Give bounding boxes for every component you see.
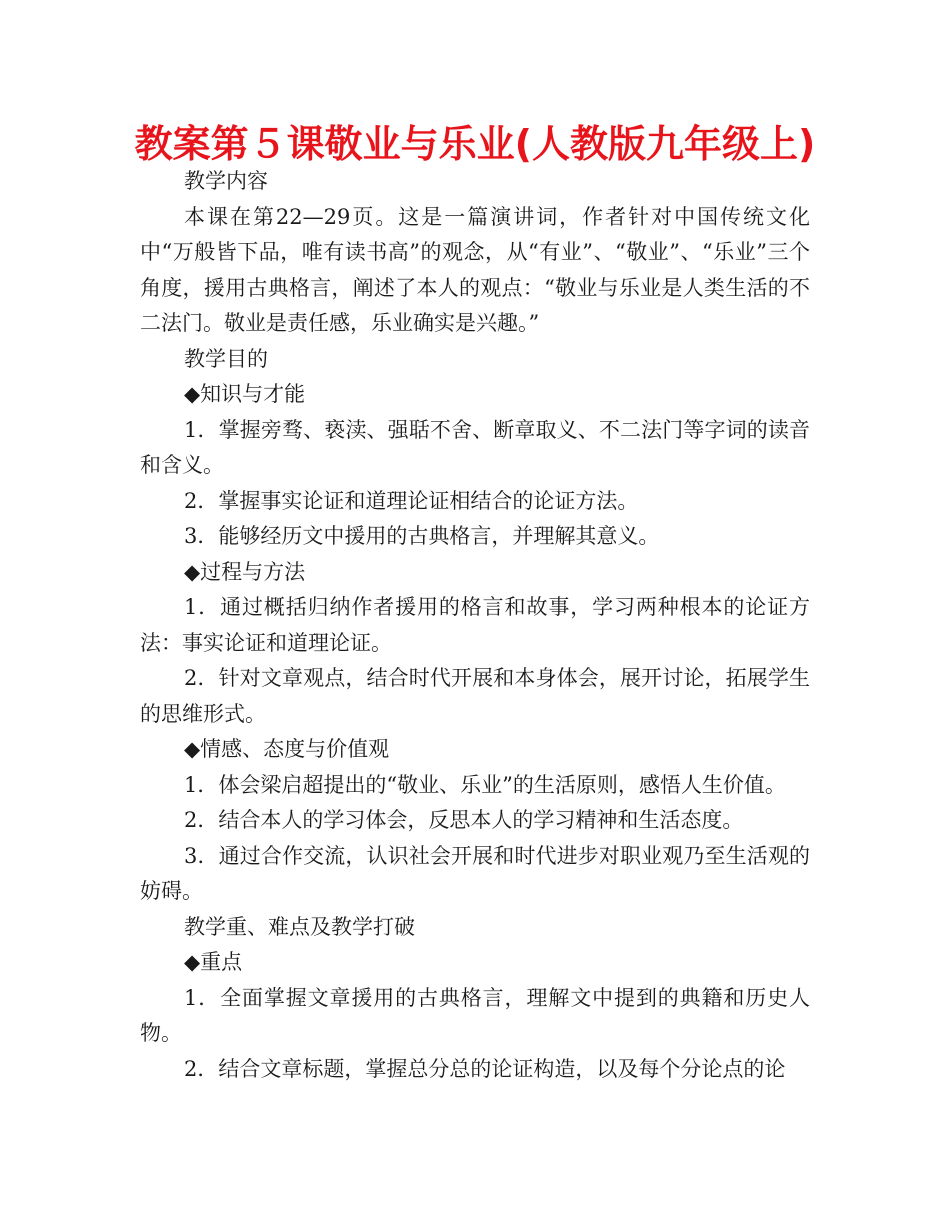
paragraph: ◆过程与方法 bbox=[184, 559, 306, 584]
paragraph: ◆重点 bbox=[184, 950, 243, 974]
paragraph: 1．体会梁启超提出的“敬业、乐业”的生活原则，感悟人生价值。 bbox=[184, 772, 786, 797]
paragraph: 教学重、难点及教学打破 bbox=[184, 914, 415, 939]
paragraph: ◆情感、态度与价值观 bbox=[184, 737, 390, 761]
paragraph: 教学目的 bbox=[184, 346, 268, 371]
document-body bbox=[140, 164, 810, 1087]
paragraph: 本课在第22—29页。这是一篇演讲词，作者针对中国传统文化中“万般皆下品，唯有读书高”的观念，从“有业”、“敬业”、“乐业”三个角度，援用古典格言，阐述了本人的观点：“敬业与乐业是人类生活的不二法门。敬业是责任感，乐业确实是兴趣。” bbox=[140, 204, 810, 335]
paragraph: 2．结合文章标题，掌握总分总的论证构造，以及每个分论点的论 bbox=[184, 1056, 786, 1081]
paragraph: 3．能够经历文中援用的古典格言，并理解其意义。 bbox=[184, 524, 660, 548]
paragraph: 3．通过合作交流，认识社会开展和时代进步对职业观乃至生活观的妨碍。 bbox=[140, 843, 810, 903]
paragraph: 1．通过概括归纳作者援用的格言和故事，学习两种根本的论证方法：事实论证和道理论证。 bbox=[140, 595, 810, 655]
paragraph: 2．针对文章观点，结合时代开展和本身体会，展开讨论，拓展学生的思维形式。 bbox=[140, 666, 810, 726]
paragraph: 教学内容 bbox=[184, 169, 268, 193]
paragraph: 1．全面掌握文章援用的古典格言，理解文中提到的典籍和历史人物。 bbox=[140, 985, 810, 1045]
paragraph: 1．掌握旁骛、亵渎、强聒不舍、断章取义、不二法门等字词的读音和含义。 bbox=[140, 417, 810, 477]
paragraph: 2．掌握事实论证和道理论证相结合的论证方法。 bbox=[184, 488, 639, 513]
document-title: 教案第５课敬业与乐业(人教版九年级上) bbox=[134, 122, 816, 166]
paragraph: ◆知识与才能 bbox=[184, 382, 306, 406]
paragraph: 2．结合本人的学习体会，反思本人的学习精神和生活态度。 bbox=[184, 808, 744, 832]
